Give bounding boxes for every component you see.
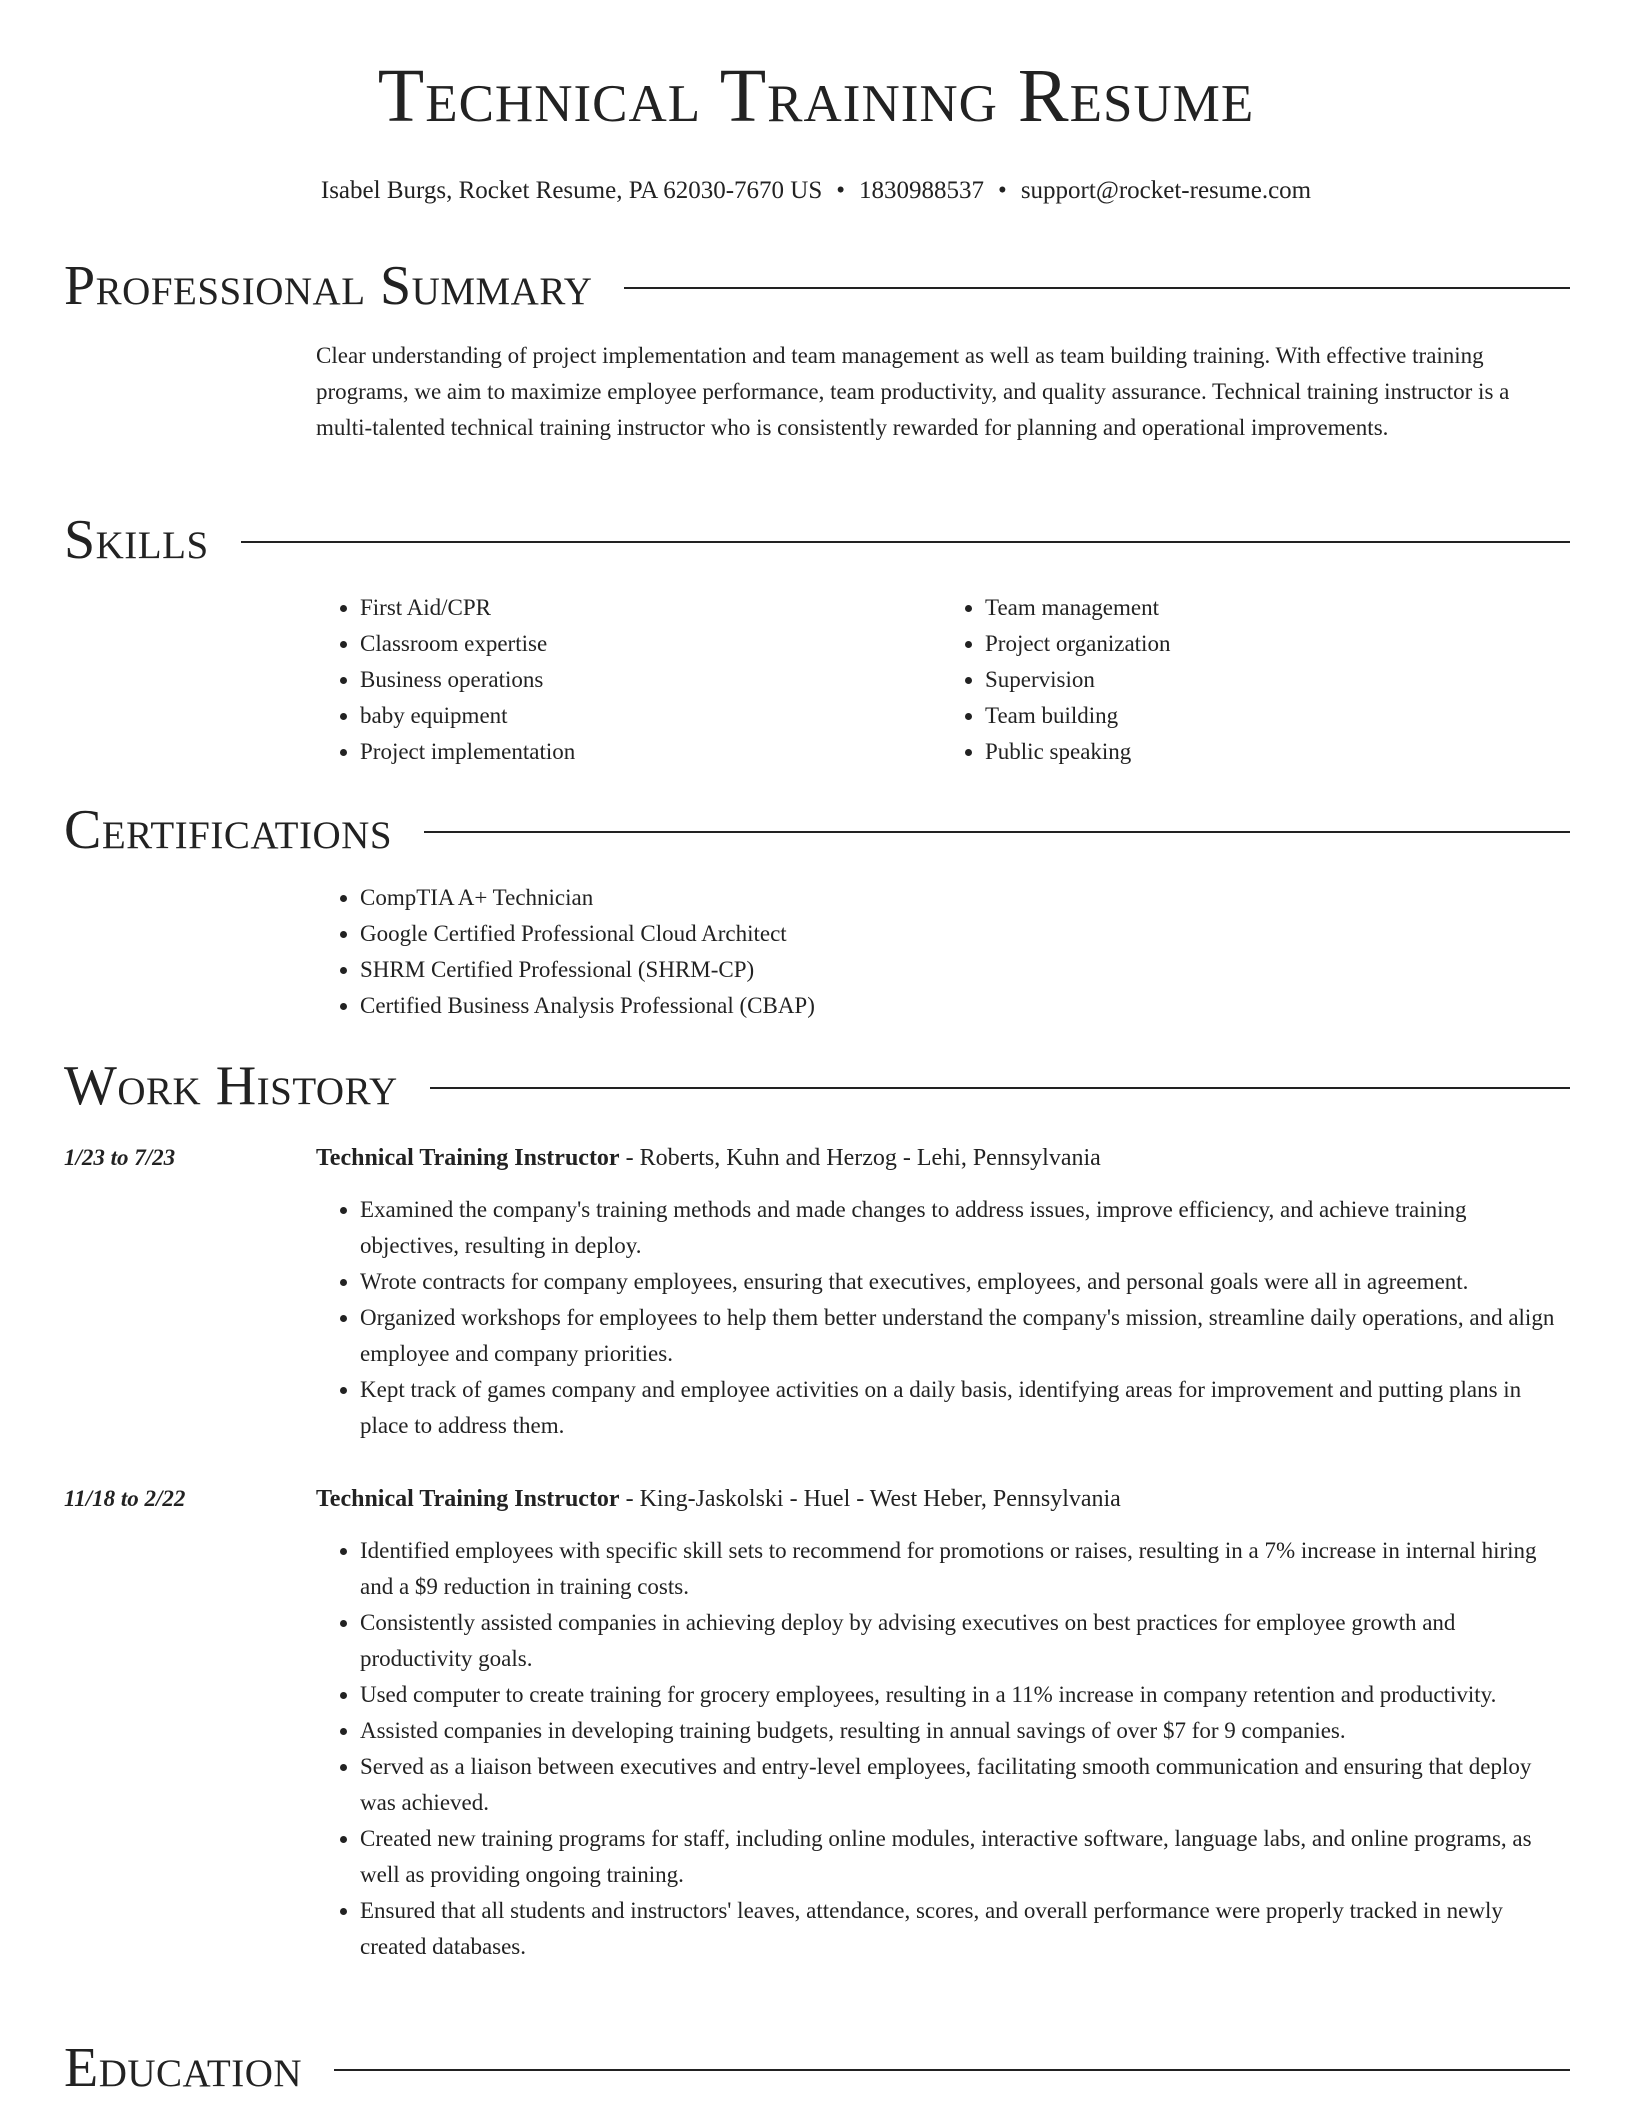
job-employer: - King-Jaskolski - Huel - West Heber, Pennsylvania (619, 1486, 1121, 1512)
certifications-header (64, 798, 1570, 862)
contact-phone: 1830988537 (859, 177, 985, 204)
section-divider (241, 541, 1570, 543)
list-item: • Team management (985, 590, 1566, 626)
list-item: • Examined the company's training methods and made changes to address issues, improve efficiency, and achieve training objectives, resulting in deploy. (360, 1192, 1570, 1264)
list-item: • Wrote contracts for company employees, ensuring that executives, employees, and personal goals were all in agreement. (360, 1264, 1570, 1300)
section-divider (624, 287, 1570, 289)
section-heading: Education (64, 2037, 303, 2099)
summary-header (64, 254, 1570, 318)
job-details (316, 1140, 1570, 1444)
certifications-body (316, 880, 1566, 1024)
list-item: • Created new training programs for staff, including online modules, interactive software, language labs, and online programs, as well as providing ongoing training. (360, 1821, 1570, 1893)
list-item: • CompTIA A+ Technician (360, 880, 1566, 916)
job-dates: 1/23 to 7/23 (64, 1145, 176, 1170)
job-role: Technical Training Instructor (316, 1486, 620, 1512)
job-dates: 11/18 to 2/22 (64, 1486, 186, 1511)
section-heading: Skills (64, 509, 209, 571)
list-item: • SHRM Certified Professional (SHRM-CP) (360, 952, 1566, 988)
list-item: • Organized workshops for employees to help them better understand the company's mission, streamline daily operations, and align employee and company priorities. (360, 1300, 1570, 1372)
list-item: • Certified Business Analysis Professional (CBAP) (360, 988, 1566, 1024)
summary-section (64, 254, 1570, 318)
job-bullets (316, 1533, 1570, 1965)
section-divider (424, 831, 1570, 833)
list-item: • Classroom expertise (360, 626, 941, 662)
skills-header (64, 508, 1570, 572)
contact-line (0, 176, 1632, 206)
document-title: Technical Training Resume (377, 54, 1255, 138)
certifications-list (316, 880, 1566, 1024)
contact-separator: • (998, 177, 1007, 204)
job-employer: - Roberts, Kuhn and Herzog - Lehi, Pennsylvania (619, 1145, 1101, 1171)
contact-address: Isabel Burgs, Rocket Resume, PA 62030-7670 US (320, 177, 823, 204)
list-item: • baby equipment (360, 698, 941, 734)
section-divider (430, 1087, 1570, 1089)
list-item: • Consistently assisted companies in achieving deploy by advising executives on best practices for employee growth and productivity goals. (360, 1605, 1570, 1677)
job-role: Technical Training Instructor (316, 1145, 620, 1171)
list-item: • Project organization (985, 626, 1566, 662)
list-item: • Google Certified Professional Cloud Architect (360, 916, 1566, 952)
list-item: • Project implementation (360, 734, 941, 770)
job-details (316, 1481, 1570, 1965)
section-heading: Work History (64, 1055, 398, 1117)
list-item: • Supervision (985, 662, 1566, 698)
list-item: • Kept track of games company and employee activities on a daily basis, identifying areas for improvement and putting plans in place to address them. (360, 1372, 1570, 1444)
skills-list-left (316, 590, 941, 770)
list-item: • Public speaking (985, 734, 1566, 770)
contact-email[interactable]: support@rocket-resume.com (1020, 177, 1312, 204)
list-item: • First Aid/CPR (360, 590, 941, 626)
section-divider (334, 2069, 1570, 2071)
contact-separator: • (836, 177, 846, 204)
job-title-line (316, 1481, 1570, 1517)
education-header (64, 2036, 1570, 2100)
certifications-section (64, 798, 1570, 862)
list-item: • Assisted companies in developing training budgets, resulting in annual savings of over $7 for 9 companies. (360, 1713, 1570, 1749)
list-item: • Identified employees with specific skill sets to recommend for promotions or raises, resulting in a 7% increase in internal hiring and a $9 reduction in training costs. (360, 1533, 1570, 1605)
job-bullets (316, 1192, 1570, 1444)
skills-list-right (941, 590, 1566, 770)
summary-text: Clear understanding of project implementation and team management as well as team building training. With effective training programs, we aim to maximize employee performance, team productivity, and quality assurance. Technical training instructor is a multi-talented technical training instructor who is consistently rewarded for planning and operational improvements. (316, 343, 1510, 440)
section-heading: Certifications (64, 799, 393, 861)
list-item: • Served as a liaison between executives and entry-level employees, facilitating smooth communication and ensuring that deploy was achieved. (360, 1749, 1570, 1821)
skills-body (316, 590, 1566, 770)
section-heading: Professional Summary (64, 255, 593, 317)
list-item: • Business operations (360, 662, 941, 698)
job-title-line (316, 1140, 1570, 1176)
work-history-section (64, 1054, 1570, 1118)
work-history-header (64, 1054, 1570, 1118)
summary-body (316, 338, 1566, 446)
list-item: • Team building (985, 698, 1566, 734)
skills-section (64, 508, 1570, 572)
list-item: • Ensured that all students and instructors' leaves, attendance, scores, and overall performance were properly tracked in newly created databases. (360, 1893, 1570, 1965)
list-item: • Used computer to create training for grocery employees, resulting in a 11% increase in company retention and productivity. (360, 1677, 1570, 1713)
education-section (64, 2036, 1570, 2100)
